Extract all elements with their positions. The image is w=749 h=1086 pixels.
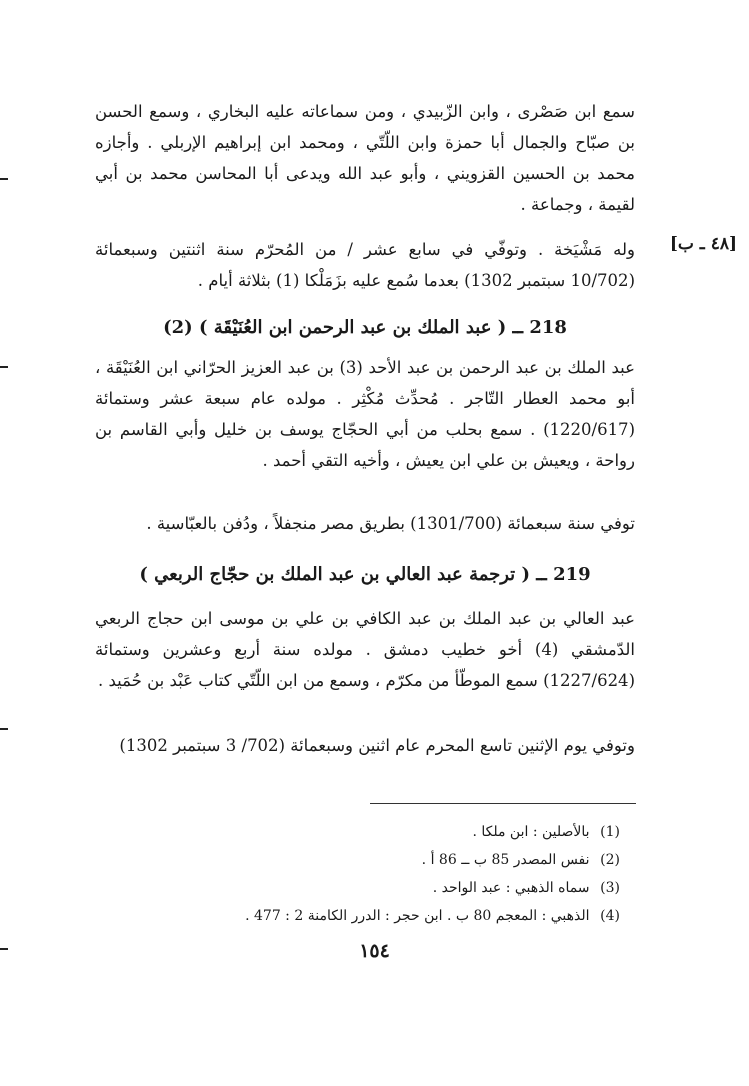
footnote-separator <box>370 803 636 804</box>
paragraph-text: عبد العالي بن عبد الملك بن عبد الكافي بن علي بن موسى ابن حجاج الربعي الدّمشقي (4) أخو خطيب دمشق . مولده سنة أربع وعشرين وستمائة (1227/624) سمع الموطّأ من مكرّم ، وسمع من ابن اللّتّي كتاب عَبْد بن حُمَيد . <box>95 609 635 690</box>
footnote-number: (1) <box>600 824 620 840</box>
footnote-1 <box>180 818 620 846</box>
scan-edge-mark <box>0 948 8 950</box>
paragraph-6 <box>95 730 635 761</box>
scan-edge-mark <box>0 366 8 368</box>
scan-edge-mark <box>0 728 8 730</box>
footnote-text: بالأصلين : ابن ملكا . <box>472 824 590 840</box>
entry-heading-218: 218 ــ ( عبد الملك بن عبد الرحمن ابن العُنَيْقَة ) (2) <box>163 317 567 338</box>
paragraph-text: وله مَشْيَخة . وتوفّي في سابع عشر / من المُحرّم سنة اثنتين وسبعمائة (10/702 سبتمبر 1302) بعدما سُمع عليه بزَمَلْكا (1) بثلاثة أيام . <box>95 240 635 290</box>
page-number: ١٥٤ <box>359 940 390 962</box>
footnote-2 <box>180 846 620 874</box>
footnote-number: (2) <box>600 852 620 868</box>
paragraph-text: عبد الملك بن عبد الرحمن بن عبد الأحد (3) بن عبد العزيز الحرّاني ابن العُنَيْقَة ، أبو محمد العطار التّاجر . مُحدِّث مُكْثِر . مولده عام سبعة عشر وستمائة (1220/617) . سمع بحلب من أبي الحجّاج يوسف بن خليل وأبي القاسم بن رواحة ، ويعيش بن علي ابن يعيش ، وأخيه التقي أحمد . <box>95 358 635 470</box>
footnote-3 <box>180 874 620 902</box>
paragraph-text: وتوفي يوم الإثنين تاسع المحرم عام اثنين وسبعمائة (702/ 3 سبتمبر 1302) <box>119 736 635 755</box>
scan-edge-mark <box>0 178 8 180</box>
paragraph-2 <box>95 234 635 296</box>
paragraph-3 <box>95 352 635 476</box>
paragraph-text: سمع ابن صَصْرى ، وابن الزّبيدي ، ومن سماعاته عليه البخاري ، وسمع الحسن بن صبّاح والجمال أبا حمزة وابن اللّتّي ، ومحمد ابن إبراهيم الإربلي . وأجازه محمد بن الحسين القزويني ، وأبو عبد الله ويدعى أبا المحاسن محمد بن أبي لقيمة ، وجماعة . <box>95 102 635 214</box>
margin-folio-note: [٤٨ ـ ب] <box>669 234 737 254</box>
footnotes <box>180 818 620 930</box>
entry-heading-219: 219 ــ ( ترجمة عبد العالي بن عبد الملك بن حجّاج الربعي ) <box>139 564 591 585</box>
footnote-number: (3) <box>600 880 620 896</box>
footnote-4 <box>180 902 620 930</box>
footnote-text: نفس المصدر 85 ب ــ 86 أ . <box>421 852 590 868</box>
footnote-text: الذهبي : المعجم 80 ب . ابن حجر : الدرر الكامنة 2 : 477 . <box>245 908 590 924</box>
footnote-number: (4) <box>600 908 620 924</box>
paragraph-text: توفي سنة سبعمائة (1301/700) بطريق مصر منجفلاً ، ودُفن بالعبّاسية . <box>146 514 635 533</box>
paragraph-5 <box>95 603 635 696</box>
paragraph-4 <box>95 508 635 539</box>
footnote-text: سماه الذهبي : عبد الواحد . <box>432 880 590 896</box>
paragraph-1 <box>95 96 635 220</box>
